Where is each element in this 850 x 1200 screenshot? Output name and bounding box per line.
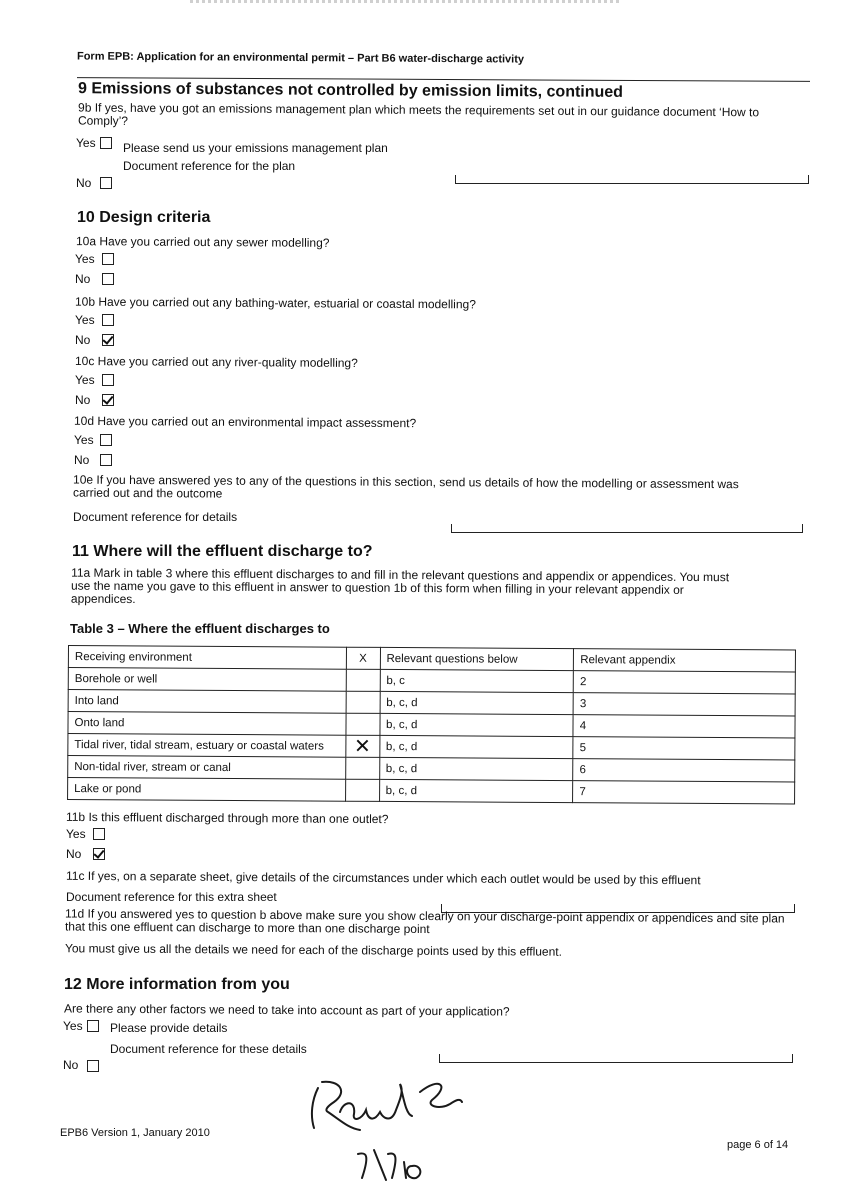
relevant-questions-cell: b, c	[380, 669, 574, 692]
section-12-title: 12 More information from you	[64, 976, 290, 993]
q10c-no-checkbox[interactable]	[102, 394, 114, 406]
q10a-yes-checkbox[interactable]	[102, 253, 114, 265]
table-3	[67, 645, 796, 804]
q10a-yes-label: Yes	[75, 252, 95, 266]
handwritten-signature	[300, 1070, 480, 1190]
relevant-questions-cell: b, c, d	[379, 757, 573, 780]
q12-no-label: No	[63, 1058, 79, 1072]
question-10b: 10b Have you carried out any bathing-water, estuarial or coastal modelling?	[74, 294, 476, 312]
q10c-yes-checkbox[interactable]	[102, 374, 114, 386]
question-12: Are there any other factors we need to take into account as part of your application?	[63, 1001, 510, 1019]
q9b-yes-detail: Please send us your emissions management plan	[123, 141, 388, 155]
receiving-environment-cell: Non-tidal river, stream or canal	[68, 756, 346, 780]
q10b-yes-label: Yes	[75, 313, 95, 327]
col-relevant-appendix: Relevant appendix	[574, 649, 796, 672]
q10b-no-label: No	[75, 333, 91, 347]
scan-artifact	[190, 0, 620, 3]
x-mark-cell[interactable]	[346, 669, 380, 691]
receiving-environment-cell: Lake or pond	[68, 778, 346, 802]
x-mark-cell[interactable]	[345, 757, 379, 779]
q10a-no-checkbox[interactable]	[102, 273, 114, 285]
question-11b: 11b Is this effluent discharged through more than one outlet?	[65, 809, 389, 827]
relevant-questions-cell: b, c, d	[379, 735, 573, 758]
receiving-environment-cell: Onto land	[68, 712, 346, 736]
receiving-environment-cell: Into land	[68, 690, 346, 714]
q10d-no-checkbox[interactable]	[100, 454, 112, 466]
relevant-appendix-cell: 6	[573, 759, 795, 782]
question-10d: 10d Have you carried out an environmental impact assessment?	[73, 413, 417, 431]
form-header: Form EPB: Application for an environmental permit – Part B6 water-discharge activity	[76, 50, 525, 66]
q10e-docref-field[interactable]	[451, 524, 803, 533]
q10b-yes-checkbox[interactable]	[102, 314, 114, 326]
x-mark-cell[interactable]: ✕	[345, 735, 379, 757]
section-9-title: 9 Emissions of substances not controlled by emission limits, continued	[77, 80, 624, 101]
q9b-no-checkbox[interactable]	[100, 177, 112, 189]
x-mark-cell[interactable]	[346, 713, 380, 735]
question-10a: 10a Have you carried out any sewer modelling?	[75, 234, 330, 250]
relevant-appendix-cell: 5	[573, 737, 795, 760]
q11c-docref-label: Document reference for this extra sheet	[66, 890, 277, 904]
q9b-yes-checkbox[interactable]	[100, 137, 112, 149]
q12-yes-detail: Please provide details	[110, 1021, 228, 1035]
q10d-no-label: No	[74, 453, 90, 467]
q12-no-checkbox[interactable]	[87, 1060, 99, 1072]
q11b-no-label: No	[66, 847, 82, 861]
table-row	[68, 778, 795, 804]
col-relevant-questions: Relevant questions below	[380, 647, 574, 670]
relevant-appendix-cell: 3	[573, 693, 795, 716]
q10c-yes-label: Yes	[75, 373, 95, 387]
question-10c: 10c Have you carried out any river-quality modelling?	[74, 354, 358, 370]
q11b-no-checkbox[interactable]	[93, 848, 105, 860]
q11b-yes-checkbox[interactable]	[93, 828, 105, 840]
relevant-appendix-cell: 4	[573, 715, 795, 738]
q10d-yes-label: Yes	[74, 433, 94, 447]
question-9b: 9b If yes, have you got an emissions management plan which meets the requirements set out in our guidance document ‘How to Comply’?	[77, 100, 760, 128]
q10e-docref-label: Document reference for details	[73, 510, 238, 524]
q12-docref-label: Document reference for these details	[110, 1042, 307, 1056]
col-receiving-environment: Receiving environment	[68, 646, 346, 670]
q10d-yes-checkbox[interactable]	[100, 434, 112, 446]
q11b-yes-label: Yes	[66, 827, 86, 841]
footer-version: EPB6 Version 1, January 2010	[60, 1127, 210, 1139]
relevant-questions-cell: b, c, d	[380, 691, 574, 714]
relevant-questions-cell: b, c, d	[380, 713, 574, 736]
q10c-no-label: No	[75, 393, 91, 407]
x-mark-cell[interactable]	[346, 691, 380, 713]
q10a-no-label: No	[75, 272, 91, 286]
q12-docref-field[interactable]	[439, 1054, 793, 1063]
table-3-title: Table 3 – Where the effluent discharges to	[70, 621, 330, 636]
question-11c: 11c If yes, on a separate sheet, give details of the circumstances under which each outlet would be used by this effluent	[65, 868, 701, 888]
q12-yes-label: Yes	[63, 1019, 83, 1033]
question-11d: 11d If you answered yes to question b above make sure you show clearly on your discharge-point appendix or appendices and site plan that this one effluent can discharge to more than one discharge point	[64, 906, 785, 937]
relevant-appendix-cell: 2	[574, 671, 796, 694]
section-11-title: 11 Where will the effluent discharge to?	[72, 543, 373, 560]
relevant-questions-cell: b, c, d	[379, 779, 573, 802]
q9b-docref-field[interactable]	[455, 175, 809, 184]
q12-yes-checkbox[interactable]	[87, 1020, 99, 1032]
question-11d-note: You must give us all the details we need for each of the discharge points used by this effluent.	[64, 941, 563, 959]
footer-page-number: page 6 of 14	[727, 1139, 789, 1151]
q9b-yes-label: Yes	[76, 136, 96, 150]
receiving-environment-cell: Tidal river, tidal stream, estuary or coastal waters	[68, 734, 346, 758]
x-mark-cell[interactable]	[345, 779, 379, 801]
col-x: X	[346, 647, 380, 669]
receiving-environment-cell: Borehole or well	[68, 668, 346, 692]
q9b-docref-label: Document reference for the plan	[123, 159, 296, 173]
question-11a: 11a Mark in table 3 where this effluent discharges to and fill in the relevant questions and appendix or appendices. You must use the name you gave to this effluent in answer to question 1b of this form when filling in your relevant appendix or appendices.	[70, 565, 730, 607]
question-10e: 10e If you have answered yes to any of the questions in this section, send us details of how the modelling or assessment was carried out and the outcome	[72, 472, 739, 501]
relevant-appendix-cell: 7	[573, 781, 795, 804]
q10b-no-checkbox[interactable]	[102, 334, 114, 346]
section-10-title: 10 Design criteria	[77, 209, 211, 226]
q9b-no-label: No	[76, 176, 92, 190]
